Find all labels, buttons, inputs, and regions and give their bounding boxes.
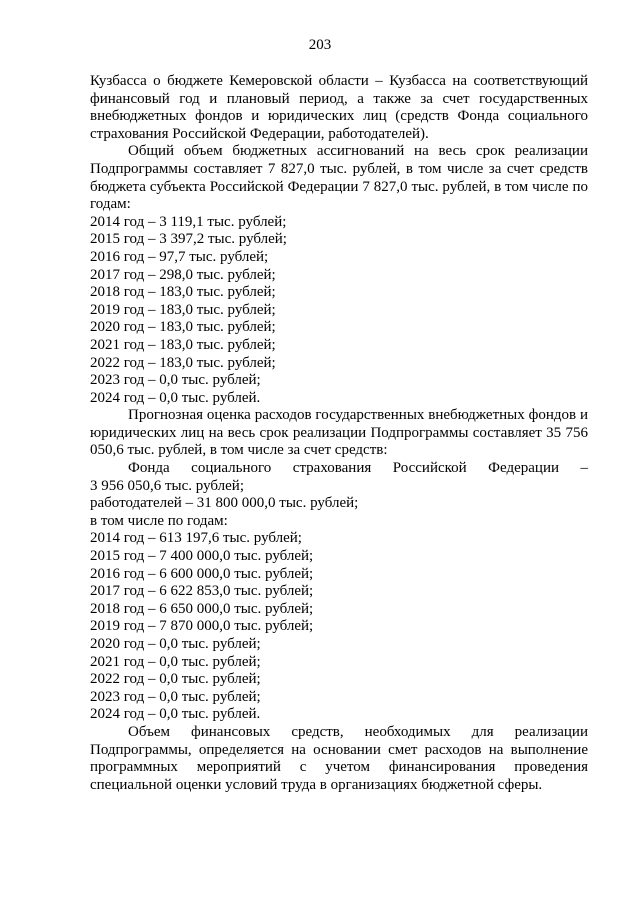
extrabudgetary-year-item: 2015 год – 7 400 000,0 тыс. рублей; xyxy=(90,548,314,565)
employers-amount: работодателей – 31 800 000,0 тыс. рублей; xyxy=(90,495,359,512)
budget-year-item: 2014 год – 3 119,1 тыс. рублей; xyxy=(90,213,287,230)
budget-year-item: 2023 год – 0,0 тыс. рублей; xyxy=(90,372,261,389)
extrabudgetary-year-item: 2019 год – 7 870 000,0 тыс. рублей; xyxy=(90,618,314,635)
extrabudgetary-year-item: 2018 год – 6 650 000,0 тыс. рублей; xyxy=(90,600,314,617)
fund-social-insurance-line: Фонда социального страхования Российской Федерации – xyxy=(128,460,588,477)
extrabudgetary-year-item: 2020 год – 0,0 тыс. рублей; xyxy=(90,636,261,652)
budget-year-item: 2015 год – 3 397,2 тыс. рублей; xyxy=(90,231,287,248)
paragraph-intro: Кузбасса о бюджете Кемеровской области – Кузбасса на соответствующий финансовый год и плановый период, а также за счет государственных внебюджетных фондов и юридических лиц (средств Фонда социального страхования Российской Федерации, работодателей). xyxy=(90,73,588,142)
paragraph-extrabudgetary-estimate: Прогнозная оценка расходов государственных внебюджетных фондов и юридических лиц на весь срок реализации Подпрограммы составляет 35 756 050,6 тыс. рублей, в том числе за счет средств: xyxy=(90,407,588,459)
page-number: 203 xyxy=(308,37,332,53)
paragraph-financing-volume: Объем финансовых средств, необходимых для реализации Подпрограммы, определяется на основании смет расходов на выполнение программных мероприятий с учетом финансирования проведения специальной оценки условий труда в организациях бюджетной сферы. xyxy=(90,723,588,793)
by-years-label: в том числе по годам: xyxy=(90,512,228,529)
budget-year-item: 2017 год – 298,0 тыс. рублей; xyxy=(90,266,276,283)
extrabudgetary-year-item: 2016 год – 6 600 000,0 тыс. рублей; xyxy=(90,565,314,582)
budget-year-item: 2021 год – 183,0 тыс. рублей; xyxy=(90,336,276,353)
budget-year-item: 2019 год – 183,0 тыс. рублей; xyxy=(90,301,276,318)
extrabudgetary-year-item: 2021 год – 0,0 тыс. рублей; xyxy=(90,653,261,670)
extrabudgetary-year-item: 2017 год – 6 622 853,0 тыс. рублей; xyxy=(90,583,314,600)
paragraph-budget-total: Общий объем бюджетных ассигнований на весь срок реализации Подпрограммы составляет 7 827,0 тыс. рублей, в том числе за счет средств бюджета субъекта Российской Федерации 7 827,0 тыс. рублей, в том числе по годам: xyxy=(90,143,588,213)
fund-social-insurance-amount: 3 956 050,6 тыс. рублей; xyxy=(90,477,244,494)
extrabudgetary-year-item: 2022 год – 0,0 тыс. рублей; xyxy=(90,671,261,688)
budget-year-item: 2016 год – 97,7 тыс. рублей; xyxy=(90,248,269,265)
budget-year-item: 2022 год – 183,0 тыс. рублей; xyxy=(90,354,276,371)
extrabudgetary-year-item: 2023 год – 0,0 тыс. рублей; xyxy=(90,688,261,705)
budget-year-item: 2024 год – 0,0 тыс. рублей. xyxy=(90,389,261,406)
document-body xyxy=(90,73,588,794)
extrabudgetary-year-item: 2014 год – 613 197,6 тыс. рублей; xyxy=(90,530,302,547)
extrabudgetary-year-item: 2024 год – 0,0 тыс. рублей. xyxy=(90,706,261,723)
budget-year-item: 2018 год – 183,0 тыс. рублей; xyxy=(90,284,276,301)
budget-years-list xyxy=(90,214,588,408)
budget-year-item: 2020 год – 183,0 тыс. рублей; xyxy=(90,319,276,336)
extrabudgetary-years-list xyxy=(90,530,588,724)
